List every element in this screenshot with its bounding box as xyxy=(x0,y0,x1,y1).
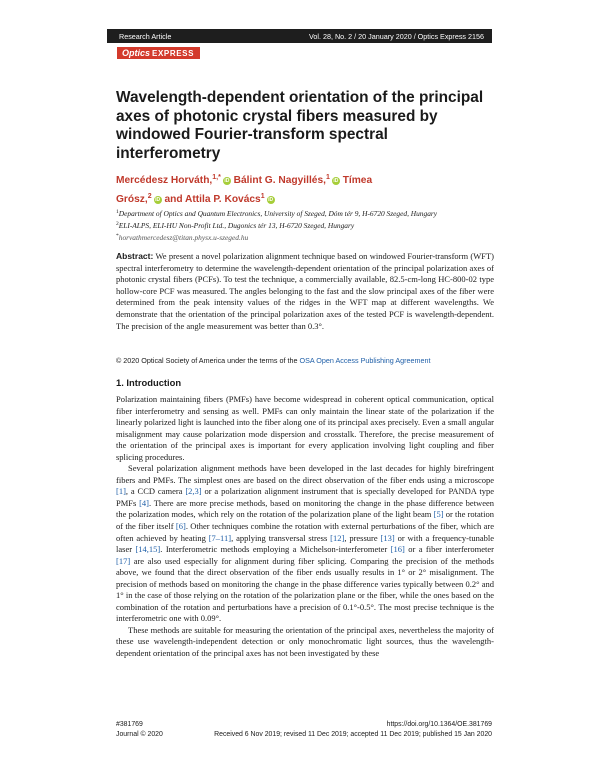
citation-ref[interactable]: [2,3] xyxy=(185,486,202,497)
author-list: Mercédesz Horváth,$^{1,*}$ iD Bálint G. Nagyillés,$^1$ iD Tímea Grósz,$^2$ iD and Attila P. Kovács$^1$ iD xyxy=(116,174,373,205)
copyright-notice: © 2020 Optical Society of America under the terms of the OSA Open Access Publishing Agreement xyxy=(116,356,431,365)
citation-ref[interactable]: [1] xyxy=(116,486,126,497)
orcid-icon[interactable]: iD xyxy=(268,196,274,203)
journal-header-bar xyxy=(107,29,492,43)
logo-brand: Optics xyxy=(122,48,151,58)
paragraph-3: These methods are suitable for measuring the orientation of the principal axes, nevertheless the majority of these use wavelength-independent detection or only monochromatic light sources, thus the wavelength-dependent orientation of the principal axes has not been investigated by these xyxy=(116,624,494,659)
citation-ref[interactable]: [4] xyxy=(139,497,149,508)
email-link[interactable]: horvathmercedesz@titan.physx.u-szeged.hu xyxy=(118,233,249,242)
author-nagyilles[interactable]: Bálint G. Nagyillés, xyxy=(233,175,326,186)
citation-ref[interactable]: [7–11] xyxy=(208,532,232,543)
affiliations xyxy=(116,207,496,243)
citation-ref[interactable]: [16] xyxy=(390,544,405,555)
optics-express-logo xyxy=(117,47,200,59)
citation-info: Vol. 28, No. 2 / 20 January 2020 / Optics Express 2156 xyxy=(309,32,484,41)
corresponding-email: *horvathmercedesz@titan.physx.u-szeged.hu xyxy=(116,233,249,242)
author-grosz-first[interactable]: Tímea xyxy=(342,175,373,186)
author-grosz-last[interactable]: Grósz, xyxy=(116,193,148,205)
author-horvath[interactable]: Mercédesz Horváth, xyxy=(116,175,213,186)
affiliation-1: $^1$Department of Optics and Quantum Electronics, University of Szeged, Dóm tér 9, H-6720 Szeged, Hungary xyxy=(116,209,438,218)
paper-title: Wavelength-dependent orientation of the principal axes of photonic crystal fibers measured by windowed Fourier-transform spectral interferometry xyxy=(116,89,484,162)
logo-express: EXPRESS xyxy=(152,49,195,58)
paragraph-1: Polarization maintaining fibers (PMFs) have become widespread in coherent optical communication, optical fiber interferometry and sensing as well. PMFs can only maintain the linear state of the polarization if the linearly polarized light is launched into the fiber along one of its principal axes precisely. Even a small angular misalignment may cause polarization mode dispersion and crosstalk. Therefore, the precise measurement of the orientation of the principal axes is important for every application involving light coupling and fiber splicing procedures. xyxy=(116,394,494,462)
orcid-icon[interactable]: iD xyxy=(333,178,339,184)
open-access-agreement-link[interactable]: OSA Open Access Publishing Agreement xyxy=(299,356,431,365)
citation-ref[interactable]: [5] xyxy=(433,509,444,520)
and-word: and xyxy=(164,193,183,205)
affiliation-2: $^2$ELI-ALPS, ELI-HU Non-Profit Ltd., Dugonics tér 13, H-6720 Szeged, Hungary xyxy=(116,221,355,230)
abstract-label: Abstract: xyxy=(116,251,154,261)
citation-ref[interactable]: [14,15] xyxy=(135,544,161,555)
abstract xyxy=(116,251,494,332)
footer-journal: Journal © 2020 xyxy=(116,731,163,738)
footer-dates: Received 6 Nov 2019; revised 11 Dec 2019; accepted 11 Dec 2019; published 15 Jan 2020 xyxy=(214,731,492,738)
introduction-body xyxy=(116,394,494,660)
footer-doc-id: #381769 xyxy=(116,721,143,728)
citation-ref[interactable]: [12] xyxy=(330,532,345,543)
orcid-icon[interactable]: iD xyxy=(224,178,230,184)
article-type: Research Article xyxy=(119,32,172,41)
citation-ref[interactable]: [6] xyxy=(175,521,186,532)
section-heading-introduction: 1. Introduction xyxy=(116,377,182,388)
paragraph-2: Several polarization alignment methods have been developed in the last decades for highly birefringent fibers and PMFs. The simplest ones are based on the direct observation of the fiber ends using a microscope [1], a CCD camera [2,3] or a polarization alignment instrument that is specially developed for PANDA type PMFs [4]. There are more precise methods, based on monitoring the change in the phase difference between the polarization modes, which rely on the rotation of the polarization plane of the light beam [5] or the rotation of the fiber itself [6]. Other techniques combine the rotation with external perturbations of the fiber, which are often achieved by heating [7–11], applying transversal stress [12], pressure [13] or with a frequency-tunable laser [14,15]. Interferometric methods employing a Michelson-interferometer [16] or a fiber interferometer [17] are also used especially for alignment during fiber splicing. Comparing the precision of the methods above, we found that the direct observation of the fiber ends usually results in 1° or 2° misalignment. The precision of methods based on monitoring the change in the phase difference varies typically between 0.2° and 1° in the case of those relying on the rotation of the polarization plane or the fiber, while the ones based on the combination of the rotation and perturbations have a precision of 0.1°-0.5°. The most precise technique is the interferometric one with 0.09°. xyxy=(116,463,495,624)
footer-doi[interactable]: https://doi.org/10.1364/OE.381769 xyxy=(386,721,492,728)
abstract-text: We present a novel polarization alignment technique based on windowed Fourier-transform (WFT) spectral interferometry to determine the wavelength-dependent orientation of the principal polarization axes of photonic crystal fibers (PCFs). To test the technique, a commercially available, 82.5-cm-long HC-800-02 type hollow-core PCF was measured. The angles belonging to the fast and the slow principal axes of the fiber were determined from the peak intensity values of the ridges in the WFT map at different wavelengths. We demonstrate that the orientation of the principal polarization axes of the tested PCF is wavelength-dependent. The precision of the angle measurement was better than 0.3°. xyxy=(116,251,494,331)
citation-ref[interactable]: [17] xyxy=(116,555,131,566)
orcid-icon[interactable]: iD xyxy=(155,196,161,203)
author-kovacs[interactable]: Attila P. Kovács xyxy=(185,193,261,205)
citation-ref[interactable]: [13] xyxy=(380,532,395,543)
